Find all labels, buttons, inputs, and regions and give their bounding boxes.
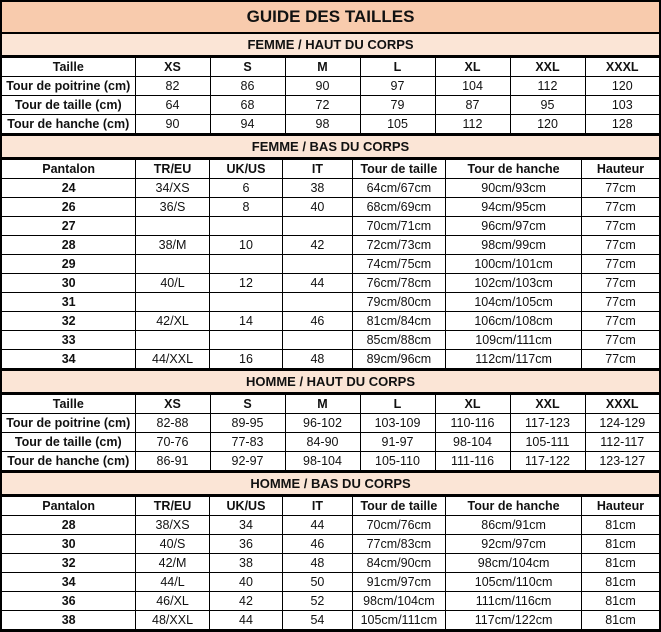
- column-header: XXXL: [585, 58, 659, 77]
- table-cell: 98-104: [435, 433, 510, 452]
- table-cell: 77cm: [581, 236, 659, 255]
- section-heading: FEMME / BAS DU CORPS: [2, 134, 659, 159]
- column-header: Tour de taille: [352, 160, 446, 179]
- table-row: [2, 236, 659, 255]
- table-cell: 70cm/71cm: [352, 217, 446, 236]
- table-row: [2, 554, 659, 573]
- table-cell: 42: [209, 592, 282, 611]
- table-cell: 38/XS: [136, 516, 209, 535]
- size-table: [2, 394, 659, 471]
- table-cell: [136, 331, 209, 350]
- table-row: [2, 255, 659, 274]
- table-row: [2, 516, 659, 535]
- column-header: TR/EU: [136, 160, 209, 179]
- table-cell: 104cm/105cm: [446, 293, 582, 312]
- table-cell: 123-127: [585, 452, 659, 471]
- table-cell: 50: [283, 573, 352, 592]
- table-row: [2, 293, 659, 312]
- table-cell: 77cm: [581, 312, 659, 331]
- table-cell: 40/L: [136, 274, 209, 293]
- column-header: UK/US: [209, 497, 282, 516]
- table-row: [2, 331, 659, 350]
- table-cell: [283, 255, 352, 274]
- table-cell: 52: [283, 592, 352, 611]
- column-header: Hauteur: [581, 160, 659, 179]
- table-cell: 40/S: [136, 535, 209, 554]
- table-cell: 48: [283, 554, 352, 573]
- table-cell: 8: [209, 198, 282, 217]
- table-cell: 112cm/117cm: [446, 350, 582, 369]
- table-cell: 117-122: [510, 452, 585, 471]
- table-cell: 77cm/83cm: [352, 535, 446, 554]
- row-label-cell: 30: [2, 535, 136, 554]
- table-cell: 98cm/104cm: [446, 554, 582, 573]
- table-cell: 105: [360, 115, 435, 134]
- table-cell: 97: [360, 77, 435, 96]
- table-cell: 70cm/76cm: [352, 516, 446, 535]
- table-row: [2, 96, 659, 115]
- row-label-cell: 26: [2, 198, 136, 217]
- row-label-cell: Tour de poitrine (cm): [2, 77, 135, 96]
- table-cell: 77cm: [581, 255, 659, 274]
- table-cell: 77cm: [581, 217, 659, 236]
- table-row: [2, 179, 659, 198]
- table-cell: [136, 293, 209, 312]
- table-row: [2, 452, 659, 471]
- table-cell: 86-91: [135, 452, 210, 471]
- table-cell: 16: [209, 350, 282, 369]
- table-row: [2, 573, 659, 592]
- table-cell: 106cm/108cm: [446, 312, 582, 331]
- table-row: [2, 115, 659, 134]
- table-cell: 42/M: [136, 554, 209, 573]
- row-label-cell: 32: [2, 554, 136, 573]
- table-cell: 64cm/67cm: [352, 179, 446, 198]
- column-header: XL: [435, 58, 510, 77]
- row-label-cell: 29: [2, 255, 136, 274]
- table-cell: 94cm/95cm: [446, 198, 582, 217]
- row-label-cell: 34: [2, 350, 136, 369]
- table-cell: 77cm: [581, 198, 659, 217]
- table-cell: 46/XL: [136, 592, 209, 611]
- table-cell: 110-116: [435, 414, 510, 433]
- table-cell: 34: [209, 516, 282, 535]
- row-label-cell: 32: [2, 312, 136, 331]
- table-cell: 79: [360, 96, 435, 115]
- table-cell: 96cm/97cm: [446, 217, 582, 236]
- table-cell: 98cm/99cm: [446, 236, 582, 255]
- table-cell: 89cm/96cm: [352, 350, 446, 369]
- row-label-cell: Tour de taille (cm): [2, 96, 135, 115]
- column-header: M: [285, 395, 360, 414]
- table-cell: 111-116: [435, 452, 510, 471]
- table-cell: 6: [209, 179, 282, 198]
- table-cell: 103-109: [360, 414, 435, 433]
- table-cell: 90: [285, 77, 360, 96]
- table-cell: 46: [283, 312, 352, 331]
- table-row: [2, 77, 659, 96]
- section-heading: HOMME / BAS DU CORPS: [2, 471, 659, 496]
- table-row: [2, 217, 659, 236]
- size-table: [2, 57, 659, 134]
- row-label-cell: Tour de hanche (cm): [2, 115, 135, 134]
- row-label-cell: 24: [2, 179, 136, 198]
- table-row: [2, 535, 659, 554]
- table-cell: 128: [585, 115, 659, 134]
- table-cell: 38: [283, 179, 352, 198]
- table-cell: 10: [209, 236, 282, 255]
- table-cell: 46: [283, 535, 352, 554]
- row-label-cell: 28: [2, 516, 136, 535]
- table-cell: 120: [510, 115, 585, 134]
- table-cell: 89-95: [210, 414, 285, 433]
- table-cell: 103: [585, 96, 659, 115]
- table-cell: 77cm: [581, 293, 659, 312]
- table-cell: 42: [283, 236, 352, 255]
- table-cell: 77cm: [581, 331, 659, 350]
- table-cell: 98cm/104cm: [352, 592, 446, 611]
- table-cell: 81cm: [581, 554, 659, 573]
- table-cell: 85cm/88cm: [352, 331, 446, 350]
- column-header: S: [210, 395, 285, 414]
- table-cell: 90cm/93cm: [446, 179, 582, 198]
- table-cell: 124-129: [585, 414, 659, 433]
- header-row: [2, 160, 659, 179]
- table-cell: [136, 217, 209, 236]
- table-cell: 84cm/90cm: [352, 554, 446, 573]
- table-cell: 48/XXL: [136, 611, 209, 630]
- column-header: S: [210, 58, 285, 77]
- column-header: XXL: [510, 395, 585, 414]
- section-heading: HOMME / HAUT DU CORPS: [2, 369, 659, 394]
- table-cell: 105cm/110cm: [446, 573, 582, 592]
- column-header: Tour de hanche: [446, 497, 582, 516]
- table-row: [2, 198, 659, 217]
- table-cell: 102cm/103cm: [446, 274, 582, 293]
- column-header: IT: [283, 497, 352, 516]
- row-label-cell: 33: [2, 331, 136, 350]
- table-cell: [283, 331, 352, 350]
- table-cell: 76cm/78cm: [352, 274, 446, 293]
- table-row: [2, 312, 659, 331]
- table-cell: 42/XL: [136, 312, 209, 331]
- table-row: [2, 592, 659, 611]
- column-header: Taille: [2, 395, 135, 414]
- table-cell: [283, 217, 352, 236]
- table-cell: 100cm/101cm: [446, 255, 582, 274]
- table-cell: 91-97: [360, 433, 435, 452]
- column-header: M: [285, 58, 360, 77]
- table-cell: 72cm/73cm: [352, 236, 446, 255]
- table-cell: 70-76: [135, 433, 210, 452]
- row-label-cell: 34: [2, 573, 136, 592]
- table-cell: [209, 293, 282, 312]
- table-cell: 105cm/111cm: [352, 611, 446, 630]
- table-cell: 98-104: [285, 452, 360, 471]
- column-header: Pantalon: [2, 160, 136, 179]
- row-label-cell: 38: [2, 611, 136, 630]
- row-label-cell: 27: [2, 217, 136, 236]
- table-cell: 72: [285, 96, 360, 115]
- table-cell: 120: [585, 77, 659, 96]
- table-cell: 112: [510, 77, 585, 96]
- table-cell: 91cm/97cm: [352, 573, 446, 592]
- table-cell: 81cm: [581, 611, 659, 630]
- table-cell: 92-97: [210, 452, 285, 471]
- table-cell: 36/S: [136, 198, 209, 217]
- column-header: XXXL: [585, 395, 659, 414]
- table-cell: 40: [283, 198, 352, 217]
- column-header: L: [360, 395, 435, 414]
- row-label-cell: 36: [2, 592, 136, 611]
- table-cell: [209, 217, 282, 236]
- header-row: [2, 395, 659, 414]
- column-header: XL: [435, 395, 510, 414]
- table-cell: 117cm/122cm: [446, 611, 582, 630]
- header-row: [2, 497, 659, 516]
- table-cell: 14: [209, 312, 282, 331]
- table-cell: 86: [210, 77, 285, 96]
- table-cell: 81cm: [581, 516, 659, 535]
- column-header: Pantalon: [2, 497, 136, 516]
- table-cell: 34/XS: [136, 179, 209, 198]
- table-cell: 81cm: [581, 535, 659, 554]
- table-cell: 77cm: [581, 274, 659, 293]
- table-cell: 64: [135, 96, 210, 115]
- column-header: TR/EU: [136, 497, 209, 516]
- table-cell: 105-111: [510, 433, 585, 452]
- column-header: XXL: [510, 58, 585, 77]
- row-label-cell: Tour de hanche (cm): [2, 452, 135, 471]
- table-cell: 77cm: [581, 350, 659, 369]
- table-cell: 68: [210, 96, 285, 115]
- column-header: L: [360, 58, 435, 77]
- table-cell: 38: [209, 554, 282, 573]
- table-cell: 87: [435, 96, 510, 115]
- table-cell: 82: [135, 77, 210, 96]
- table-row: [2, 414, 659, 433]
- table-row: [2, 350, 659, 369]
- table-cell: 12: [209, 274, 282, 293]
- column-header: Taille: [2, 58, 135, 77]
- table-cell: 44/L: [136, 573, 209, 592]
- row-label-cell: 30: [2, 274, 136, 293]
- row-label-cell: 31: [2, 293, 136, 312]
- row-label-cell: Tour de taille (cm): [2, 433, 135, 452]
- column-header: Hauteur: [581, 497, 659, 516]
- table-cell: 117-123: [510, 414, 585, 433]
- table-cell: 96-102: [285, 414, 360, 433]
- table-cell: 36: [209, 535, 282, 554]
- page-title: GUIDE DES TAILLES: [2, 2, 659, 32]
- table-cell: 44: [283, 274, 352, 293]
- size-table: [2, 159, 659, 369]
- column-header: IT: [283, 160, 352, 179]
- table-cell: 109cm/111cm: [446, 331, 582, 350]
- column-header: Tour de taille: [352, 497, 446, 516]
- table-cell: 82-88: [135, 414, 210, 433]
- table-cell: 48: [283, 350, 352, 369]
- table-row: [2, 274, 659, 293]
- table-cell: [209, 255, 282, 274]
- table-cell: 79cm/80cm: [352, 293, 446, 312]
- table-cell: 98: [285, 115, 360, 134]
- table-cell: [283, 293, 352, 312]
- section-heading: FEMME / HAUT DU CORPS: [2, 32, 659, 57]
- table-cell: 84-90: [285, 433, 360, 452]
- table-cell: 77cm: [581, 179, 659, 198]
- table-cell: [136, 255, 209, 274]
- table-cell: 90: [135, 115, 210, 134]
- table-cell: 44: [283, 516, 352, 535]
- table-row: [2, 433, 659, 452]
- header-row: [2, 58, 659, 77]
- table-cell: 86cm/91cm: [446, 516, 582, 535]
- table-cell: 54: [283, 611, 352, 630]
- column-header: XS: [135, 395, 210, 414]
- row-label-cell: 28: [2, 236, 136, 255]
- table-cell: 77-83: [210, 433, 285, 452]
- table-cell: 105-110: [360, 452, 435, 471]
- table-cell: 111cm/116cm: [446, 592, 582, 611]
- row-label-cell: Tour de poitrine (cm): [2, 414, 135, 433]
- size-table: [2, 496, 659, 630]
- table-cell: 38/M: [136, 236, 209, 255]
- table-cell: 81cm: [581, 573, 659, 592]
- table-cell: 44/XXL: [136, 350, 209, 369]
- table-cell: [209, 331, 282, 350]
- column-header: UK/US: [209, 160, 282, 179]
- table-cell: 44: [209, 611, 282, 630]
- table-cell: 95: [510, 96, 585, 115]
- table-cell: 68cm/69cm: [352, 198, 446, 217]
- table-cell: 74cm/75cm: [352, 255, 446, 274]
- table-cell: 92cm/97cm: [446, 535, 582, 554]
- column-header: XS: [135, 58, 210, 77]
- table-row: [2, 611, 659, 630]
- table-cell: 104: [435, 77, 510, 96]
- size-guide-sections: [2, 32, 659, 630]
- table-cell: 81cm: [581, 592, 659, 611]
- table-cell: 112-117: [585, 433, 659, 452]
- table-cell: 81cm/84cm: [352, 312, 446, 331]
- table-cell: 40: [209, 573, 282, 592]
- table-cell: 112: [435, 115, 510, 134]
- column-header: Tour de hanche: [446, 160, 582, 179]
- table-cell: 94: [210, 115, 285, 134]
